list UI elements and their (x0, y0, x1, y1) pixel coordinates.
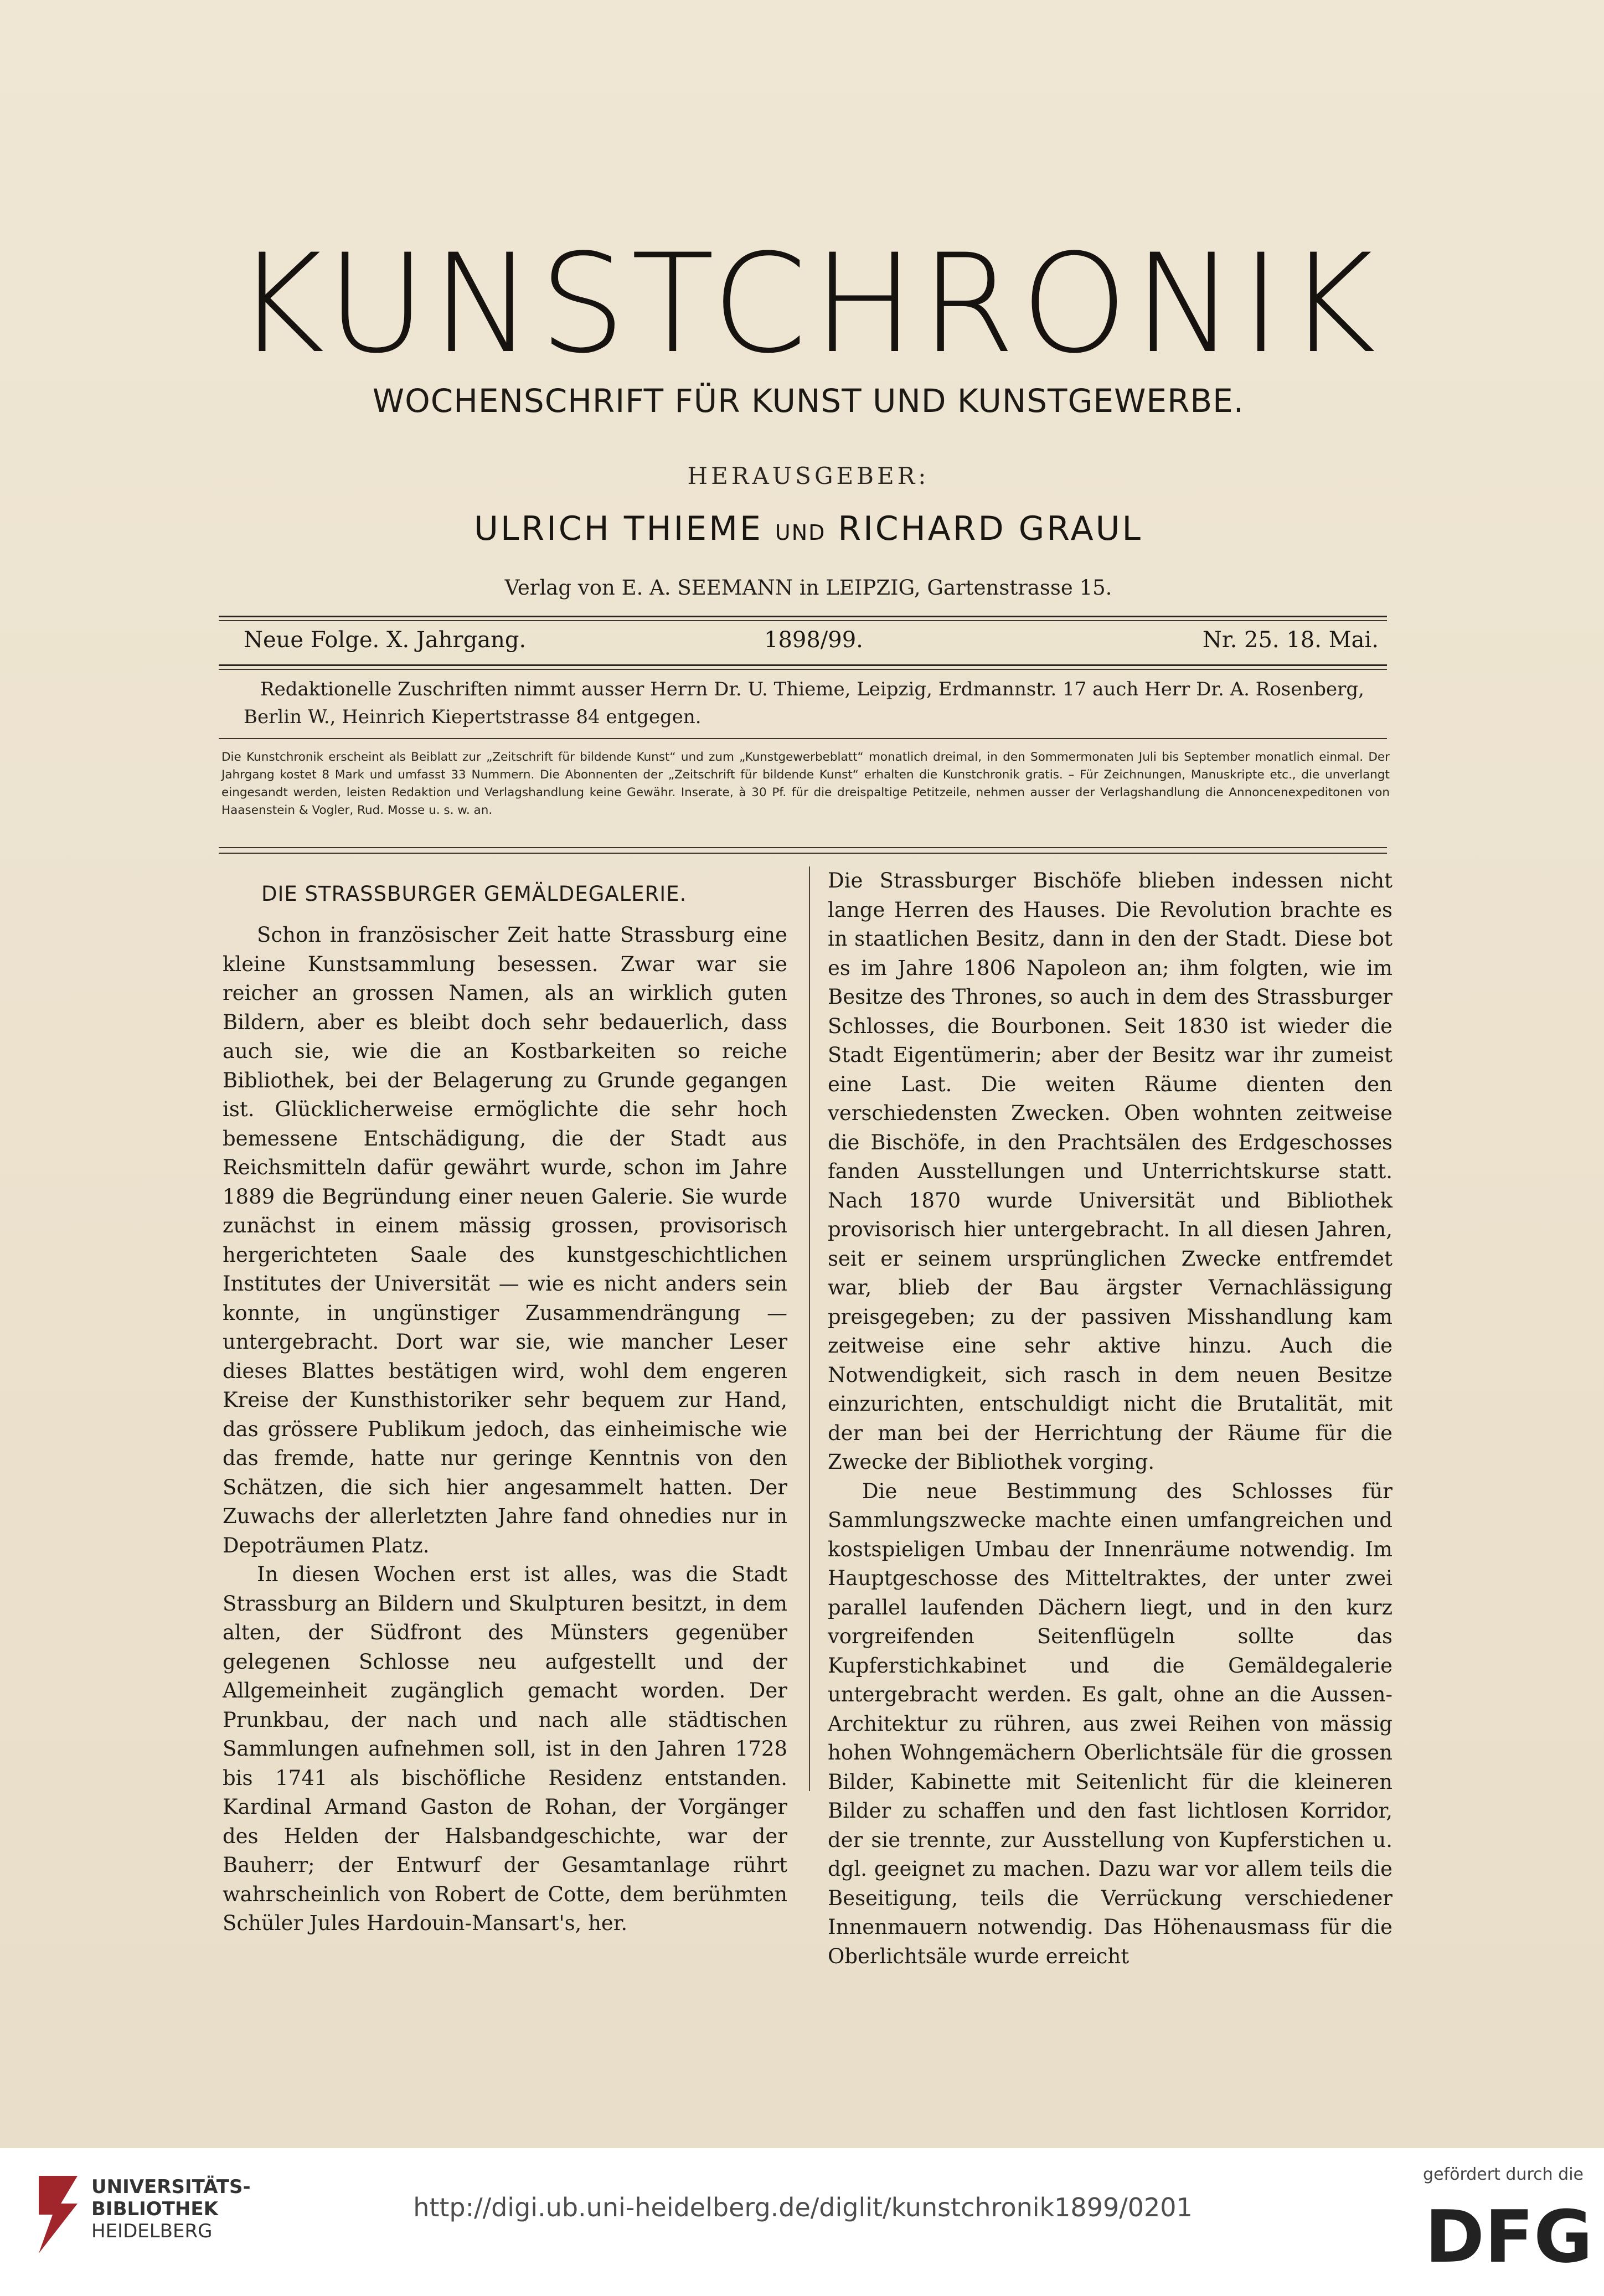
editorial-note (244, 675, 1384, 731)
article-paragraph: Schon in französischer Zeit hatte Strassburg eine kleine Kunstsammlung besessen. Zwar war sie reicher an grossen Namen, als an wirklich guten Bildern, aber es bleibt doch sehr bedauerlich, dass auch sie, wie die an Kostbarkeiten so reiche Bibliothek, bei der Belagerung zu Grunde gegangen ist. Glücklicherweise ermöglichte die sehr hoch bemessene Entschädigung, die der Stadt aus Reichsmitteln dafür gewährt wurde, schon im Jahre 1889 die Begründung einer neuen Galerie. Sie wurde zunächst in einem mässig grossen, provisorisch hergerichteten Saale des kunstgeschichtlichen Institutes der Universität — wie es nicht anders sein konnte, in ungünstiger Zusammendrängung — untergebracht. Dort war sie, wie mancher Leser dieses Blattes bestätigen wird, wohl dem engeren Kreise der Kunsthistoriker sehr bequem zur Hand, das grössere Publikum jedoch, das einheimische wie das fremde, hatte nur geringe Kenntnis von den Schätzen, die sich hier angesammelt hatten. Der Zuwachs der allerletzten Jahre fand ohnedies nur in Depoträumen Platz. (223, 923, 787, 1557)
divider-rule (219, 664, 1387, 666)
article-title: DIE STRASSBURGER GEMÄLDEGALERIE. (261, 882, 687, 906)
library-line: BIBLIOTHEK (91, 2198, 218, 2220)
issue-series: Neue Folge. X. Jahrgang. (244, 627, 527, 653)
editor-thieme: ULRICH THIEME (474, 509, 763, 548)
dfg-logo-icon (1425, 2192, 1593, 2279)
editors-label: HERAUSGEBER: (687, 462, 930, 489)
article-paragraph: Die Strassburger Bischöfe blieben indessen nicht lange Herren des Hauses. Die Revolution brachte es in staatlichen Besitz, dann in den der Stadt. Diese bot es im Jahre 1806 Napoleon an; ihm folgten, wie im Besitze des Thrones, so auch in dem des Strassburger Schlosses, die Bourbonen. Seit 1830 ist wieder die Stadt Eigentümerin; aber der Besitz war ihr zumeist eine Last. Die weiten Räume dienten den verschiedensten Zwecken. Oben wohnten zeitweise die Bischöfe, in den Prachtsälen des Erdgeschosses fanden Ausstellungen und Unterrichtskurse statt. Nach 1870 wurde Universität und Bibliothek provisorisch hier untergebracht. In all diesen Jahren, seit er seinem ursprünglichen Zwecke entfremdet war, blieb der Bau ärgster Vernachlässigung preisgegeben; zu der passiven Misshandlung kam zeitweise eine sehr aktive hinzu. Auch die Notwendigkeit, sich rasch in dem neuen Besitze einzurichten, entschuldigt nicht die Brutalität, mit der man bei der Herrichtung der Räume für die Zwecke der Bibliothek vorging. (828, 869, 1392, 1474)
divider-rule (219, 620, 1387, 621)
editors-conjunction: UND (775, 520, 826, 545)
article-column-right (828, 866, 1392, 1971)
publisher-line: Verlag von E. A. SEEMANN in LEIPZIG, Gartenstrasse 15. (504, 576, 1112, 600)
issue-number: Nr. 25. 18. Mai. (1202, 627, 1379, 653)
article-paragraph: In diesen Wochen erst ist alles, was die Stadt Strassburg an Bildern und Skulpturen besitzt, in dem alten, der Südfront des Münsters gegenüber gelegenen Schlosse neu aufgestellt und der Allgemeinheit zugänglich gemacht worden. Der Prunkbau, der nach und nach alle städtischen Sammlungen aufnehmen soll, ist in den Jahren 1728 bis 1741 als bischöfliche Residenz entstanden. Kardinal Armand Gaston de Rohan, der Vorgänger des Helden der Halsbandgeschichte, war der Bauherr; der Entwurf der Gesamtanlage rührt wahrscheinlich von Robert de Cotte, dem berühmten Schüler Jules Hardouin-Mansart's, her. (223, 1562, 787, 1935)
issue-year: 1898/99. (764, 627, 863, 653)
divider-rule (219, 853, 1387, 854)
editor-graul: RICHARD GRAUL (838, 509, 1143, 548)
editorial-note-line: Berlin W., Heinrich Kiepertstrasse 84 entgegen. (244, 706, 702, 728)
editorial-note-line: Redaktionelle Zuschriften nimmt ausser Herrn Dr. U. Thieme, Leipzig, Erdmannstr. 17 auch Herr Dr. A. Rosenberg, (260, 678, 1364, 700)
article-column-left (223, 866, 787, 1938)
issue-line (244, 627, 1379, 661)
subscription-note: Die Kunstchronik erscheint als Beiblatt zur „Zeitschrift für bildende Kunst“ und zum „Kunstgewerbeblatt“ monatlich dreimal, in den Sommermonaten Juli bis September monatlich einmal. Der Jahrgang kostet 8 Mark und umfasst 33 Nummern. Die Abonnenten der „Zeitschrift für bildende Kunst“ erhalten die Kunstchronik gratis. – Für Zeichnungen, Manuskripte etc., die unverlangt eingesandt werden, leisten Redaktion und Verlagshandlung keine Gewähr. Inserate, à 30 Pf. für die dreispaltige Petitzeile, nehmen ausser der Verlagshandlung die Annoncenexpeditonen von Haasenstein & Vogler, Rud. Mosse u. s. w. an. (221, 750, 1390, 817)
viewer-footer (0, 2148, 1604, 2296)
divider-rule (219, 616, 1387, 617)
funding-label: gefördert durch die (1423, 2165, 1584, 2184)
permalink-url[interactable]: http://digi.ub.uni-heidelberg.de/diglit/kunstchronik1899/0201 (413, 2192, 1193, 2222)
journal-subtitle: WOCHENSCHRIFT FÜR KUNST UND KUNSTGEWERBE. (372, 382, 1245, 420)
divider-rule (219, 669, 1387, 670)
column-divider (809, 866, 810, 1791)
library-name (91, 2176, 251, 2242)
library-line: HEIDELBERG (91, 2220, 213, 2242)
library-logo-icon (33, 2170, 83, 2259)
divider-rule (219, 738, 1387, 739)
divider-rule (219, 847, 1387, 848)
dfg-logo-text: DFG (1425, 2195, 1593, 2279)
library-line: UNIVERSITÄTS- (91, 2176, 251, 2198)
journal-title: KUNSTCHRONIK (235, 225, 1381, 384)
article-paragraph: Die neue Bestimmung des Schlosses für Sammlungszwecke machte einen umfangreichen und kostspieligen Umbau der Innenräume notwendig. Im Hauptgeschosse des Mitteltraktes, der unter zwei parallel laufenden Dächern liegt, und in den kurz vorgreifenden Seitenflügeln sollte das Kupferstichkabinet und die Gemäldegalerie untergebracht werden. Es galt, ohne an die Aussen-Architektur zu rühren, aus zwei Reihen von mässig hohen Wohngemächern Oberlichtsäle für die grossen Bilder, Kabinette mit Seitenlicht für die kleineren Bilder zu schaffen und den fast lichtlosen Korridor, der sie trennte, zur Ausstellung von Kupferstichen u. dgl. geeignet zu machen. Dazu war vor allem teils die Beseitigung, teils die Verrückung verschiedener Innenmauern notwendig. Das Höhenausmass für die Oberlichtsäle wurde erreicht (828, 1479, 1392, 1968)
editors-line (221, 509, 1395, 548)
